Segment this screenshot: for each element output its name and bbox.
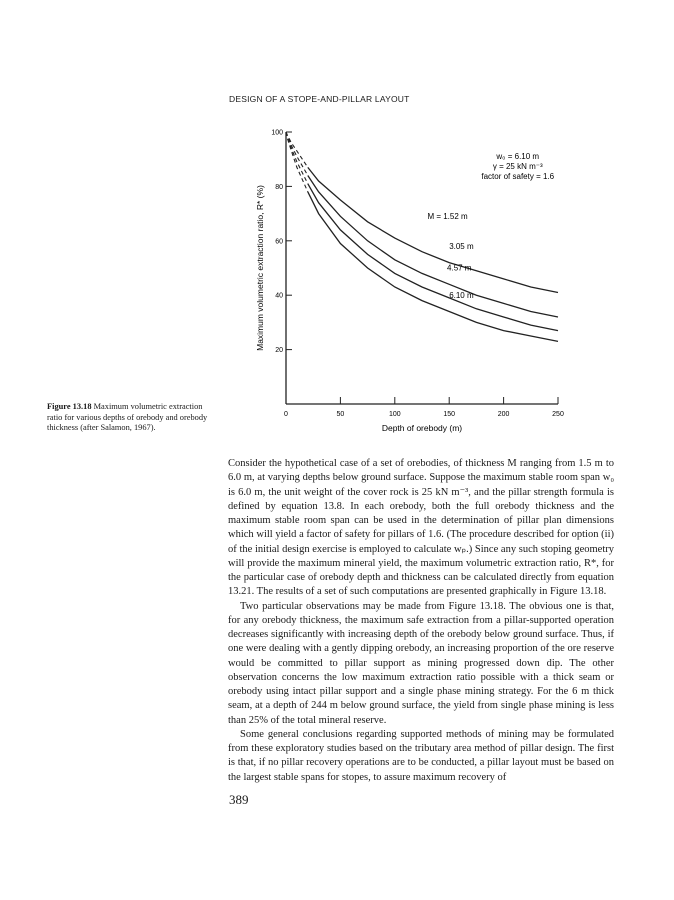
running-head: DESIGN OF A STOPE-AND-PILLAR LAYOUT xyxy=(229,94,410,104)
y-tick-label-80: 80 xyxy=(275,183,283,191)
x-tick-label-50: 50 xyxy=(336,411,345,418)
series-label-3: 4.57 m xyxy=(447,263,472,273)
y-axis-label: Maximum volumetric extraction ratio, R* (%) xyxy=(255,185,265,351)
x-tick-label-250: 250 xyxy=(552,411,564,418)
series-label-2: 3.05 m xyxy=(449,241,474,251)
chart-annotation-1: w₀ = 6.10 m xyxy=(496,152,540,162)
paragraph-2: Two particular observations may be made from Figure 13.18. The obvious one is that, for any orebody thickness, the maximum safe extraction from a pillar-supported operation decreases significantly with increasing depth of the orebody below ground surface. Thus, if one were dealing with a gently dipping orebody, an increasing proportion of the ore reserve would be committed to pillar support as mining progressed down dip. The other observation concerns the low maximum extraction ratio possible with a thick seam or orebody using intact pillar support and a single phase mining strategy. For the 6 m thick seam, at a depth of 244 m below ground surface, the yield from single phase mining is less than 25% of the total mineral reserve. xyxy=(228,600,614,726)
caption-label: Figure 13.18 xyxy=(47,402,92,411)
body-text xyxy=(228,457,614,785)
paragraph-1: Consider the hypothetical case of a set of orebodies, of thickness M ranging from 1.5 m to 6.0 m, at varying depths below ground surface. Suppose the maximum stable room span w₀ is 6.0 m, the unit weight of the cover rock is 25 kN m⁻³, and the pillar strength formula is defined by equation 13.8. In each orebody, both the full orebody thickness and the maximum stable room span can be used in the determination of pillar plan dimensions which will yield a factor of safety for pillars of 1.6. (The procedure described for option (ii) of the initial design exercise is employed to calculate wₚ.) Since any such stoping geometry will provide the maximum mineral yield, the maximum volumetric extraction ratio, R*, for the particular case of orebody depth and thickness can be calculated directly from equation 13.21. The results of a set of such computations are presented graphically in Figure 13.18. xyxy=(228,458,614,598)
chart-annotation-2: γ = 25 kN m⁻³ xyxy=(492,162,543,172)
caption-text: Maximum volumetric extraction ratio for various depths of orebody and orebody thickness (after Salamon, 1967). xyxy=(47,402,208,433)
figure-caption xyxy=(47,402,217,434)
x-tick-label-200: 200 xyxy=(497,411,510,418)
chart-annotation-3: factor of safety = 1.6 xyxy=(481,172,555,182)
series-label-4: 6.10 m xyxy=(449,290,474,300)
x-tick-label-100: 100 xyxy=(388,411,401,418)
y-tick-label-40: 40 xyxy=(275,292,283,300)
series-1-line xyxy=(308,167,558,292)
paragraph-3: Some general conclusions regarding supported methods of mining may be formulated from these exploratory studies based on the tributary area method of pillar design. The first is that, if no pillar recovery operations are to be conducted, a pillar layout must be based on the largest stable spans for stopes, to assure maximum recovery of xyxy=(228,728,614,783)
y-tick-label-100: 100 xyxy=(271,129,283,137)
x-axis-label: Depth of orebody (m) xyxy=(381,423,463,433)
series-1-dashed-segment xyxy=(286,132,308,167)
figure-13-18-chart xyxy=(240,122,580,440)
x-tick-label-150: 150 xyxy=(443,411,456,418)
y-tick-label-20: 20 xyxy=(275,347,283,355)
series-label-1: M = 1.52 m xyxy=(427,212,468,222)
x-tick-label-0: 0 xyxy=(284,411,288,418)
y-tick-label-60: 60 xyxy=(275,238,283,246)
series-2-line xyxy=(308,176,558,318)
page-number: 389 xyxy=(229,792,249,807)
